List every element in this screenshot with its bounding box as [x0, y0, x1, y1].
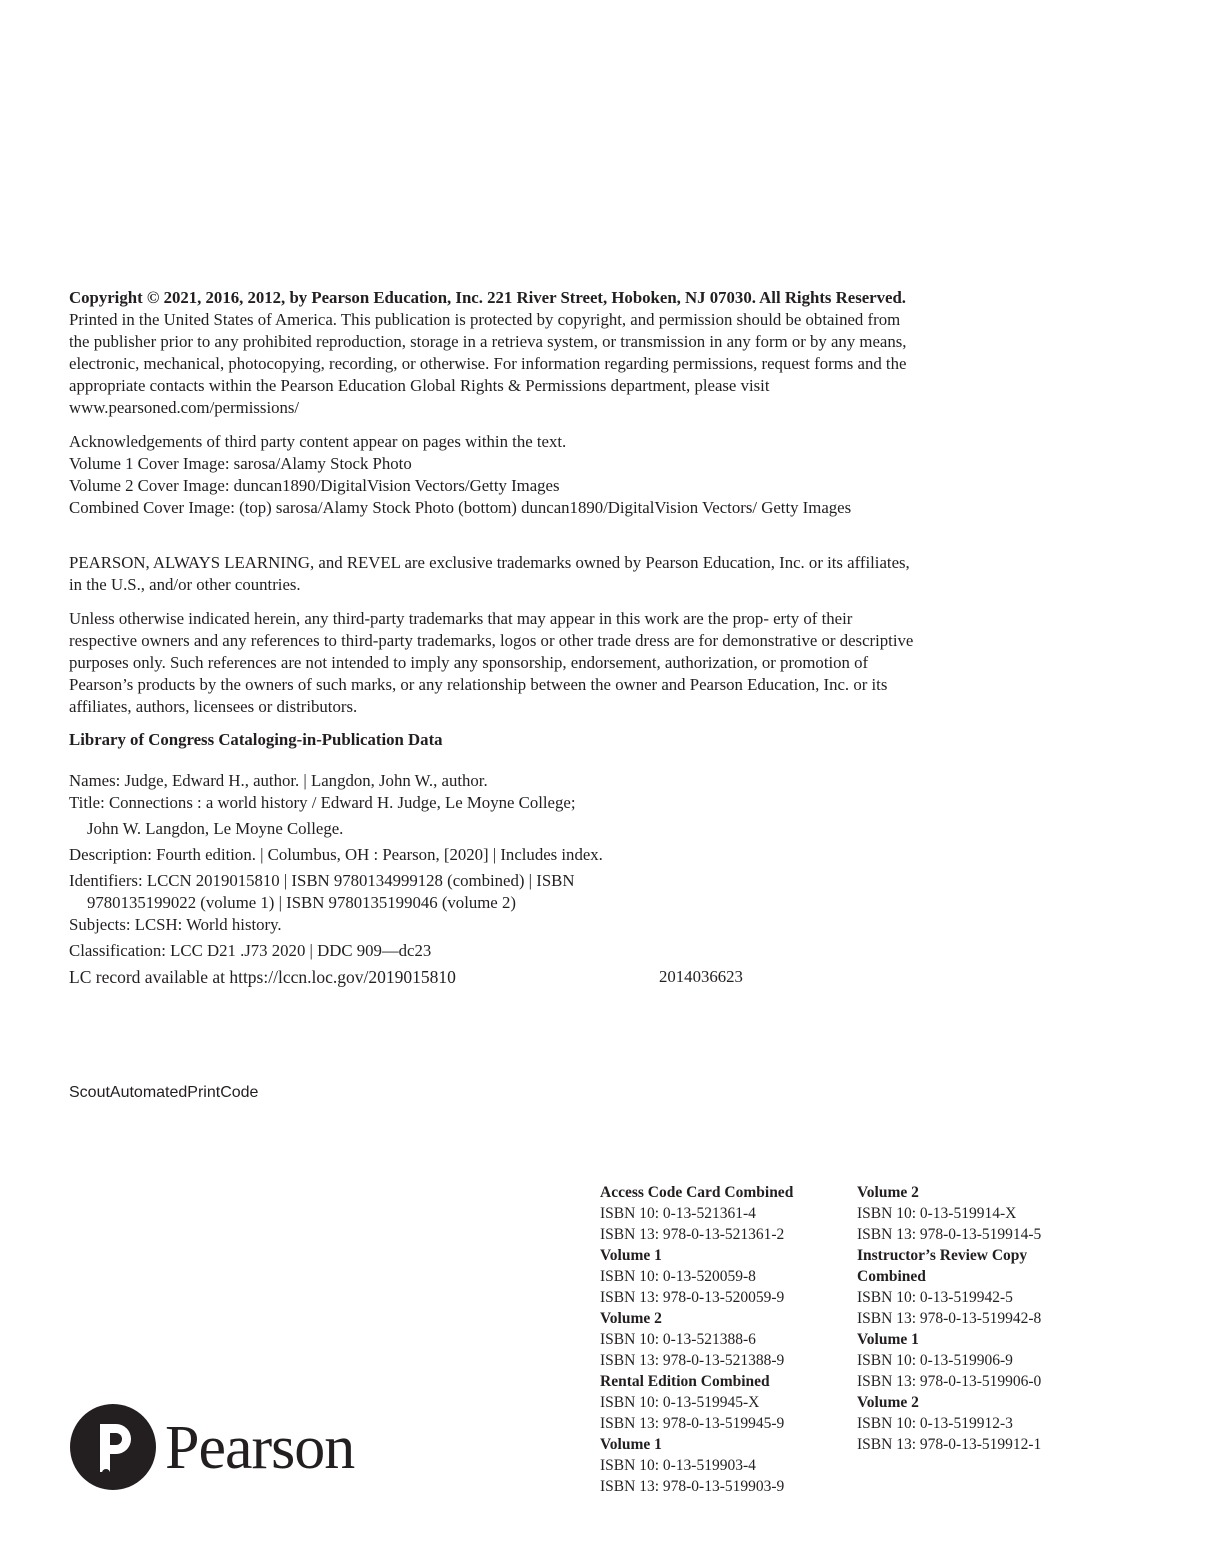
- cip-title-cont: John W. Langdon, Le Moyne College.: [87, 819, 344, 838]
- isbn-heading: Volume 1: [600, 1247, 662, 1264]
- isbn-line: ISBN 10: 0-13-519942-5: [857, 1289, 1013, 1306]
- isbn-heading: Access Code Card Combined: [600, 1184, 794, 1201]
- isbn-line: ISBN 13: 978-0-13-521388-9: [600, 1352, 785, 1369]
- isbn-line: ISBN 13: 978-0-13-519906-0: [857, 1373, 1042, 1390]
- trademarks-text: PEARSON, ALWAYS LEARNING, and REVEL are exclusive trademarks owned by Pearson Education, Inc. or its affiliates, in the U.S., and/or other countries.: [69, 553, 910, 594]
- isbn-line: ISBN 13: 978-0-13-519942-8: [857, 1310, 1042, 1327]
- credit-line: Combined Cover Image: (top) sarosa/Alamy Stock Photo (bottom) duncan1890/DigitalVision Vectors/ Getty Images: [69, 498, 852, 517]
- pearson-p-icon: [69, 1399, 157, 1495]
- cip-title: Title: Connections : a world history / Edward H. Judge, Le Moyne College;: [69, 793, 576, 812]
- cip-identifiers: Identifiers: LCCN 2019015810 | ISBN 9780134999128 (combined) | ISBN: [69, 871, 575, 890]
- credit-line: Volume 2 Cover Image: duncan1890/DigitalVision Vectors/Getty Images: [69, 476, 560, 495]
- isbn-heading: Combined: [857, 1268, 926, 1285]
- isbn-line: ISBN 10: 0-13-519912-3: [857, 1415, 1013, 1432]
- print-code: ScoutAutomatedPrintCode: [69, 1084, 259, 1101]
- isbn-line: ISBN 10: 0-13-519906-9: [857, 1352, 1013, 1369]
- cip-names: Names: Judge, Edward H., author. | Langdon, John W., author.: [69, 771, 488, 790]
- isbn-line: ISBN 10: 0-13-521388-6: [600, 1331, 756, 1348]
- isbn-line: ISBN 10: 0-13-519914-X: [857, 1205, 1017, 1222]
- cip-identifiers-cont: 9780135199022 (volume 1) | ISBN 9780135199046 (volume 2): [87, 893, 516, 912]
- cip-subjects: Subjects: LCSH: World history.: [69, 915, 282, 934]
- isbn-heading: Instructor’s Review Copy: [857, 1247, 1028, 1264]
- library-heading: Library of Congress Cataloging-in-Publication Data: [69, 730, 443, 749]
- isbn-heading: Volume 2: [857, 1394, 919, 1411]
- trademarks-notice: [69, 552, 919, 596]
- isbn-line: ISBN 10: 0-13-519945-X: [600, 1394, 760, 1411]
- isbn-heading: Volume 1: [600, 1436, 662, 1453]
- isbn-line: ISBN 10: 0-13-521361-4: [600, 1205, 756, 1222]
- credit-line: Volume 1 Cover Image: sarosa/Alamy Stock Photo: [69, 454, 412, 473]
- credit-line: Acknowledgements of third party content appear on pages within the text.: [69, 432, 567, 451]
- cip-description: Description: Fourth edition. | Columbus, OH : Pearson, [2020] | Includes index.: [69, 845, 603, 864]
- isbn-line: ISBN 13: 978-0-13-521361-2: [600, 1226, 785, 1243]
- isbn-list-left: [600, 1182, 793, 1497]
- copyright-notice: [69, 287, 919, 419]
- isbn-heading: Volume 1: [857, 1331, 919, 1348]
- isbn-line: ISBN 13: 978-0-13-519945-9: [600, 1415, 785, 1432]
- isbn-line: ISBN 13: 978-0-13-519903-9: [600, 1478, 785, 1495]
- isbn-line: ISBN 13: 978-0-13-519912-1: [857, 1436, 1042, 1453]
- isbn-line: ISBN 10: 0-13-520059-8: [600, 1268, 756, 1285]
- third-party-notice: [69, 608, 919, 718]
- pearson-logo: [69, 1399, 389, 1499]
- cip-classification: Classification: LCC D21 .J73 2020 | DDC 909—dc23: [69, 941, 432, 960]
- third-party-text: Unless otherwise indicated herein, any third-party trademarks that may appear in this work are the prop- erty of their respective owners and any references to third-party trademarks, logos or other trade dress are for demonstrative or descriptive purposes only. Such references are not intended to imply any sponsorship, endorsement, authorization, or promotion of Pearson’s products by the owners of such marks, or any relationship between the owner and Pearson Education, Inc. or its affiliates, authors, licensees or distributors.: [69, 609, 914, 716]
- isbn-heading: Volume 2: [600, 1310, 662, 1327]
- isbn-line: ISBN 13: 978-0-13-520059-9: [600, 1289, 785, 1306]
- copyright-text: Printed in the United States of America. This publication is protected by copyright, and permission should be obtained from the publisher prior to any prohibited reproduction, storage in a retrieva system, or transmission in any form or by any means, electronic, mechanical, photocopying, recording, or otherwise. For information regarding permissions, request forms and the appropriate contacts within the Pearson Education Global Rights & Permissions department, please visit www.pearsoned.com/permissions/: [69, 310, 907, 417]
- isbn-heading: Rental Edition Combined: [600, 1373, 770, 1390]
- cip-lc-number: 2014036623: [659, 967, 743, 986]
- isbn-line: ISBN 10: 0-13-519903-4: [600, 1457, 756, 1474]
- isbn-line: ISBN 13: 978-0-13-519914-5: [857, 1226, 1042, 1243]
- cip-lc-record: LC record available at https://lccn.loc.gov/2019015810: [69, 967, 456, 987]
- copyright-bold: Copyright © 2021, 2016, 2012, by Pearson Education, Inc. 221 River Street, Hoboken, NJ 07030. All Rights Reserved.: [69, 288, 906, 307]
- pearson-wordmark: Pearson: [165, 1414, 355, 1482]
- image-credits: [69, 431, 919, 519]
- isbn-list-right: [857, 1182, 1041, 1455]
- isbn-heading: Volume 2: [857, 1184, 919, 1201]
